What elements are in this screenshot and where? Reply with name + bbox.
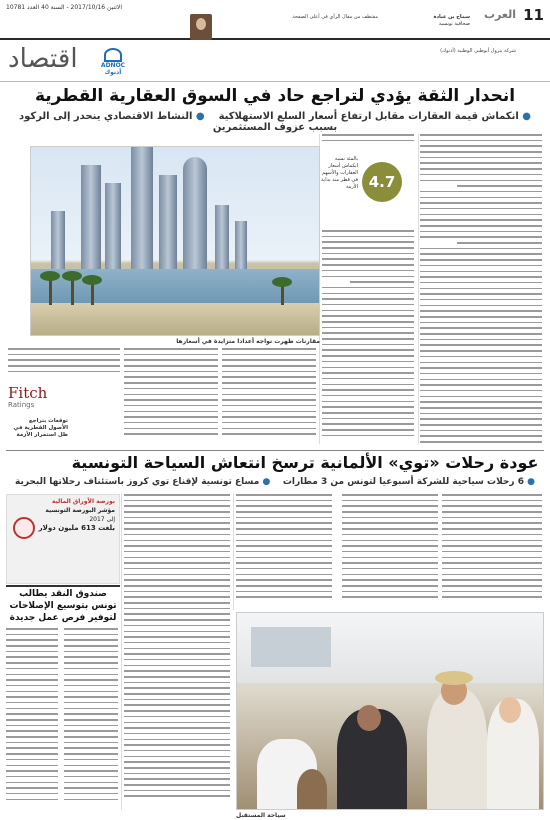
sponsor-text: شركة بترول أبوظبي الوطنية (أدنوك) bbox=[440, 48, 516, 54]
imf-body-col1 bbox=[6, 628, 58, 810]
sidebar-line1: مؤشر البورصة التونسية bbox=[45, 507, 115, 514]
article1-subheadline bbox=[10, 111, 540, 133]
newspaper-name: العرب bbox=[483, 8, 516, 21]
article2-headline: عودة رحلات «توي» الألمانية ترسخ انتعاش السياحة التونسية bbox=[71, 453, 539, 472]
article1-sub-right: انكماش قيمة العقارات مقابل ارتفاع أسعار السلع الاستهلاكية bbox=[218, 111, 519, 122]
bourse-seal-icon bbox=[13, 517, 35, 539]
stat-box bbox=[322, 146, 402, 226]
photo2-caption: سياحة المستقبل bbox=[236, 812, 286, 819]
article1-headline: انحدار الثقة يؤدي لتراجع حاد في السوق العقارية القطرية bbox=[34, 86, 516, 106]
sidebar-line2: إلى 2017 bbox=[89, 516, 115, 523]
stock-market-sidebar bbox=[6, 494, 120, 584]
columnist-role: صحافية تونسية bbox=[438, 21, 470, 27]
bullet-icon: ● bbox=[262, 477, 271, 487]
article1-body-col2 bbox=[322, 230, 414, 444]
fitch-logo bbox=[8, 386, 66, 414]
column-rule bbox=[233, 494, 234, 610]
article1-body-col4 bbox=[124, 348, 218, 444]
columnist-name: سماح بن عبادة bbox=[433, 14, 470, 20]
stat-text: بالمئة نسبة انكماش أسعار العقارات والأسهم في قطر منذ بداية الأزمة bbox=[321, 156, 358, 190]
article1-body-col1 bbox=[420, 134, 542, 444]
fitch-name: Fitch bbox=[8, 384, 48, 402]
page-number: 11 bbox=[523, 6, 544, 24]
column-rule bbox=[121, 494, 122, 810]
doha-skyline-photo bbox=[30, 146, 320, 336]
article2-body-col4 bbox=[124, 494, 230, 810]
article1-body-col3 bbox=[222, 348, 316, 444]
adnoc-logo-text: ADNOC bbox=[100, 62, 126, 69]
article2-body-col3 bbox=[236, 494, 332, 608]
section-header bbox=[0, 42, 550, 82]
stat-value: 4.7 bbox=[362, 162, 402, 202]
box-rule bbox=[6, 585, 120, 587]
sidebar-line3: بلغت 613 مليون دولار bbox=[38, 524, 115, 532]
bullet-icon: ● bbox=[195, 111, 205, 122]
article1-sub-left: النشاط الاقتصادي ينحدر إلى الركود بسبب عزوف المستثمرين bbox=[18, 111, 338, 133]
imf-body-col2 bbox=[64, 628, 118, 810]
article-divider bbox=[6, 450, 544, 451]
article2-subheadline bbox=[10, 477, 540, 487]
tourists-photo bbox=[236, 612, 544, 810]
bullet-icon: ● bbox=[522, 111, 532, 122]
article2-sub-left: مساع تونسية لإقناع توي كروز باستئناف رحلاتها البحرية bbox=[15, 477, 260, 487]
article2-body-col1 bbox=[442, 494, 542, 608]
sidebar-title: بورصة الأوراق المالية bbox=[51, 498, 115, 505]
column-rule bbox=[418, 134, 419, 444]
photo1-caption: مقارنات ظهرت تواجه أعدادا متزايدة في أسعارها bbox=[176, 338, 320, 345]
fitch-sub: Ratings bbox=[8, 401, 35, 409]
columnist-avatar bbox=[190, 14, 212, 40]
article2-body-col2 bbox=[342, 494, 438, 608]
bullet-icon: ● bbox=[527, 477, 535, 487]
top-note: مقتطف من مقال الرأي في أعلى الصفحة bbox=[292, 14, 378, 20]
article1-body-col5 bbox=[8, 348, 120, 384]
page-top-strip bbox=[0, 0, 550, 40]
adnoc-logo-arabic: أدنوك bbox=[104, 69, 122, 76]
article2-sub-right: 6 رحلات سياحية للشركة أسبوعيا لتونس من 3 مطارات bbox=[282, 477, 524, 487]
imf-headline: صندوق النقد يطالب تونس بتوسيع الإصلاحات لتوفير فرص عمل جديدة bbox=[9, 589, 117, 623]
section-title: اقتصاد bbox=[8, 44, 78, 74]
adnoc-logo bbox=[96, 48, 130, 76]
dateline: الاثنين 2017/10/16 - السنة 40 العدد 10781 bbox=[6, 4, 122, 11]
pull-quote: توقعات بتراجع الأصول القطرية في ظل استمرار الأزمة bbox=[13, 418, 68, 438]
adnoc-mark-icon bbox=[104, 48, 122, 62]
